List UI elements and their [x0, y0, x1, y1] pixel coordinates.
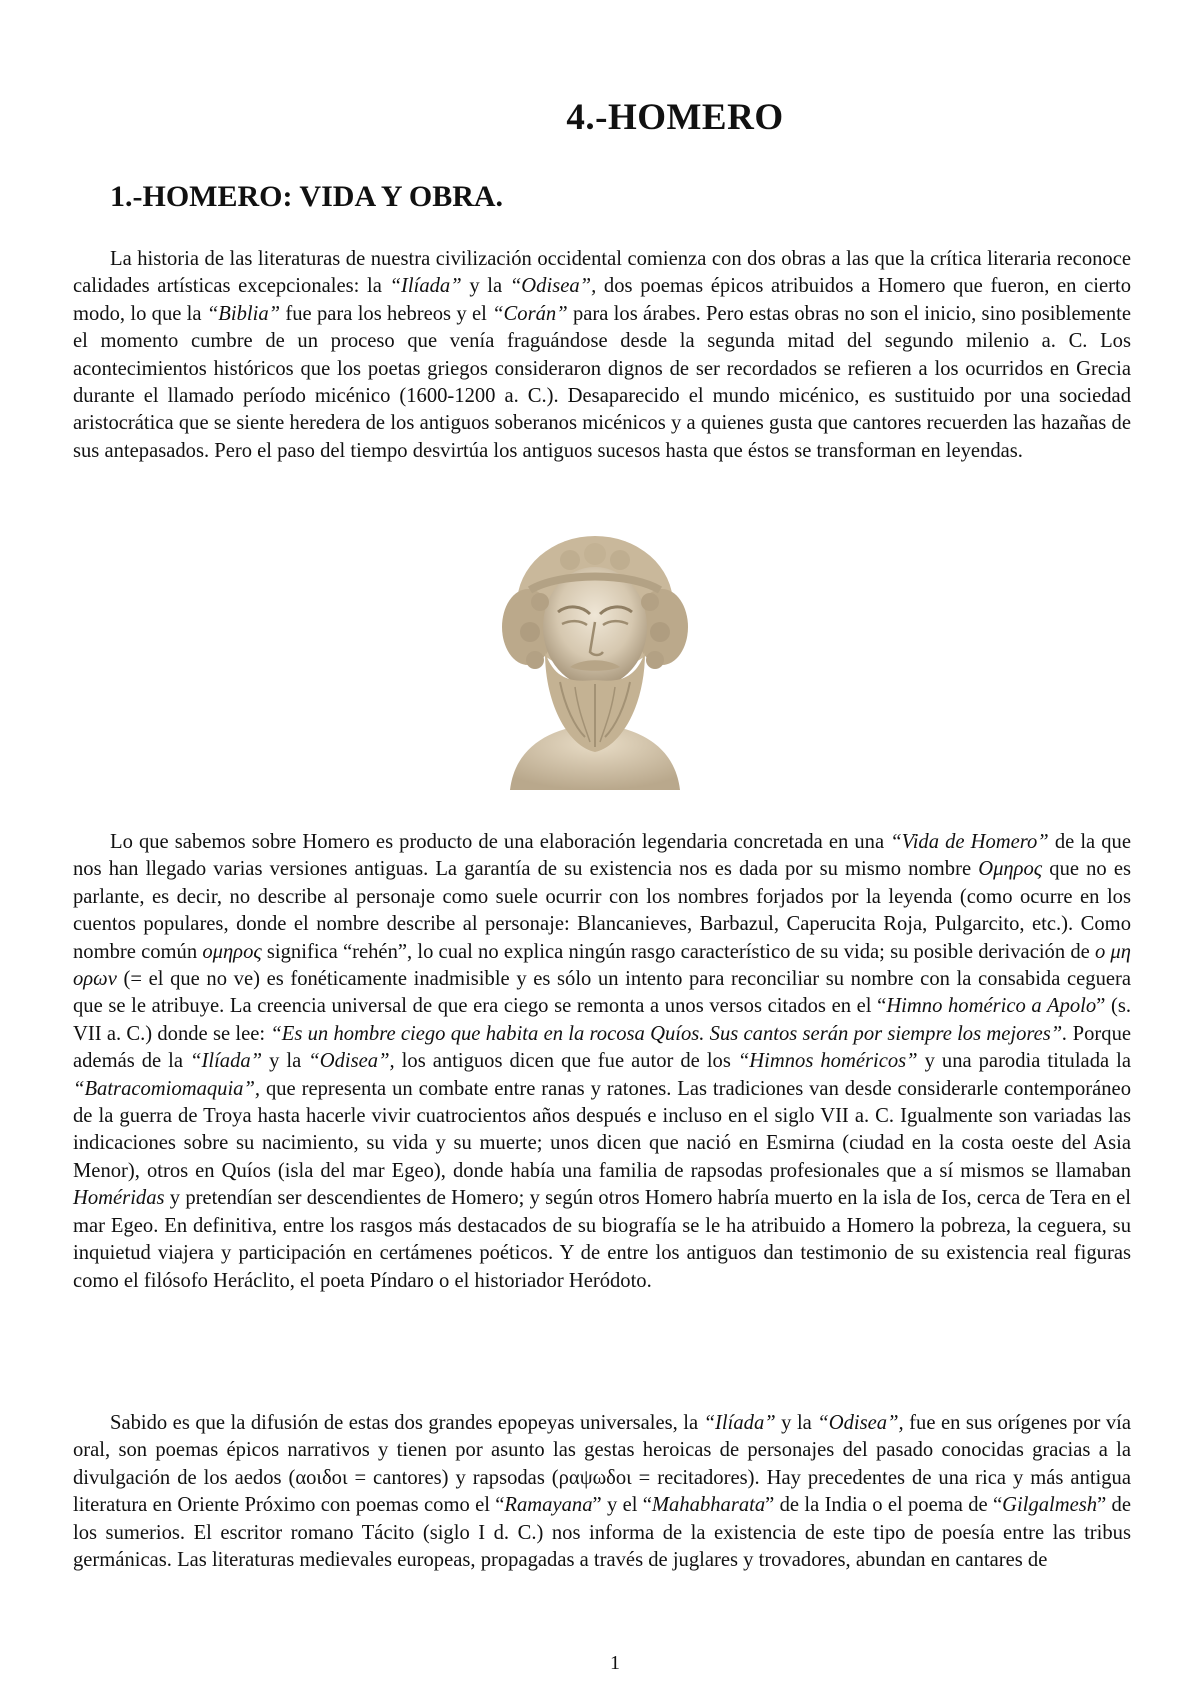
paragraph-2 — [73, 829, 1131, 1295]
text-run: para los árabes. Pero estas obras no son el inicio, sino posiblemente el momento cumbre de un proceso que venía fraguándose desde la segunda mitad del segundo milenio a. C. Los acontecimientos históricos que los poetas griegos consideraron dignos de ser recordados se refieren a los ocurridos en Grecia durante el llamado período micénico (1600-1200 a. C.). Desaparecido el mundo micénico, es sustituido por una sociedad aristocrática que se siente heredera de los antiguos soberanos micénicos y a quienes gusta que cantores recuerden las hazañas de sus antepasados. Pero el paso del tiempo desvirtúa los antiguos sucesos hasta que éstos se transforman en leyendas. — [73, 302, 1131, 462]
paragraph-1 — [73, 246, 1131, 465]
text-run: que no es parlante, es decir, no describe al personaje como suele ocurrir con los nombres forjados por la leyenda (como ocurre en los cuentos populares, donde el nombre describe al personaje: Blancanieves, Barbazul, Caperucita Roja, Pulgarcito, etc.). Como nombre común — [73, 858, 1131, 963]
italic-text-run: “Ilíada” — [703, 1412, 776, 1434]
text-run: La historia de las literaturas de nuestra civilización occidental comienza con dos obras a las que la crítica literaria reconoce calidades artísticas excepcionales: la — [73, 248, 1131, 298]
text-run: Porque además de la — [73, 1022, 1132, 1073]
italic-text-run: Homéridas — [73, 1187, 165, 1210]
text-run: significa “rehén”, lo cual no explica ningún rasgo característico de su vida; su posible derivación de — [261, 940, 1095, 963]
italic-text-run: “Ilíada” — [190, 1050, 263, 1073]
italic-text-run: “Biblia” — [206, 302, 281, 325]
italic-text-run: “Odisea”, — [817, 1412, 904, 1434]
page-number: 1 — [610, 1652, 620, 1674]
italic-text-run: “Himnos homéricos” — [737, 1050, 918, 1073]
text-run: ” y el “ — [592, 1494, 652, 1517]
text-run: fue para los hebreos y el — [280, 302, 493, 325]
italic-text-run: Himno homérico a Apolo — [886, 995, 1097, 1018]
italic-text-run: “Batracomiomaquia”, — [73, 1077, 261, 1100]
italic-text-run: Mahabharata — [651, 1494, 766, 1517]
italic-text-run: Ramayana — [504, 1494, 593, 1517]
text-run: dos poemas épicos atribuidos a Homero que fueron, en cierto modo, lo que la — [73, 275, 1131, 325]
italic-text-run: “Odisea”, — [308, 1050, 395, 1073]
document-title: 4.-HOMERO — [566, 97, 784, 138]
text-run: ” de los sumerios. El escritor romano Tácito (siglo I d. C.) nos informa de la existencia de este tipo de poesía entre las tribus germánicas. Las literaturas medievales europeas, propagadas a través de juglares y trovadores, abundan en cantares de — [73, 1494, 1131, 1572]
section-heading: 1.-HOMERO: VIDA Y OBRA. — [110, 180, 504, 213]
italic-text-run: Ομηρος — [978, 858, 1043, 881]
text-run: y una parodia titulada la — [917, 1050, 1131, 1073]
homer-bust-image — [490, 532, 700, 790]
text-run: y pretendían ser descendientes de Homero; y según otros Homero habría muerto en la isla de Ios, cerca de Tera en el mar Egeo. En definitiva, entre los rasgos más destacados de su biografía se le ha atribuido a Homero la pobreza, la ceguera, su inquietud viajera y participación en certámenes poéticos. Y de entre los antiguos dan testimonio de su existencia real figuras como el filósofo Heráclito, el poeta Píndaro o el historiador Heródoto. — [73, 1187, 1131, 1292]
italic-text-run: ο μη ορων — [73, 940, 1131, 991]
italic-text-run: ομηρος — [202, 940, 262, 963]
text-run: los antiguos dicen que fue autor de los — [394, 1050, 738, 1073]
text-run: fue en sus orígenes por vía oral, son poemas épicos narrativos y tienen por asunto las gestas heroicas de personajes del pasado conocidas gracias a la divulgación de los aedos (αοιδοι = cantores) y rapsodas (ραψωδοι = recitadores). Hay precedentes de una rica y más antigua literatura en Oriente Próximo con poemas como el “ — [73, 1412, 1132, 1517]
text-run: y la — [262, 1050, 309, 1073]
italic-text-run: “Corán” — [492, 302, 568, 325]
text-run: de la que nos han llegado varias versiones antiguas. La garantía de su existencia nos es dada por su mismo nombre — [73, 831, 1131, 881]
text-run: (= el que no ve) es fonéticamente inadmisible y es sólo un intento para reconciliar su nombre con la consabida ceguera que se le atribuye. La creencia universal de que era ciego se remonta a unos versos citados en el “ — [73, 968, 1131, 1018]
italic-text-run: “Vida de Homero” — [890, 831, 1049, 853]
text-run: que representa un combate entre ranas y ratones. Las tradiciones van desde considerarle contemporáneo de la guerra de Troya hasta hacerle vivir cuatrocientos años después e incluso en el siglo VII a. C. Igualmente son variadas las indicaciones sobre su nacimiento, su vida y su muerte; unos dicen que nació en Esmirna (ciudad en la costa oeste del Asia Menor), otros en Quíos (isla del mar Egeo), donde había una familia de rapsodas profesionales que a sí mismos se llamaban — [73, 1077, 1131, 1182]
italic-text-run: “Ilíada” — [389, 275, 462, 298]
text-run: y la — [461, 275, 510, 298]
text-run: y la — [775, 1412, 818, 1434]
italic-text-run: Gilgalmesh — [1002, 1494, 1098, 1517]
italic-text-run: “Odisea”, — [509, 275, 597, 298]
italic-text-run: “Es un hombre ciego que habita en la rocosa Quíos. Sus cantos serán por siempre los mejores”. — [270, 1022, 1068, 1045]
text-run: Sabido es que la difusión de estas dos grandes epopeyas universales, la — [110, 1412, 704, 1434]
text-run: ” (s. VII a. C.) donde se lee: — [73, 995, 1132, 1045]
text-run: Lo que sabemos sobre Homero es producto de una elaboración legendaria concretada en una — [110, 831, 891, 853]
paragraph-3 — [73, 1410, 1131, 1574]
text-run: ” de la India o el poema de “ — [765, 1494, 1003, 1517]
